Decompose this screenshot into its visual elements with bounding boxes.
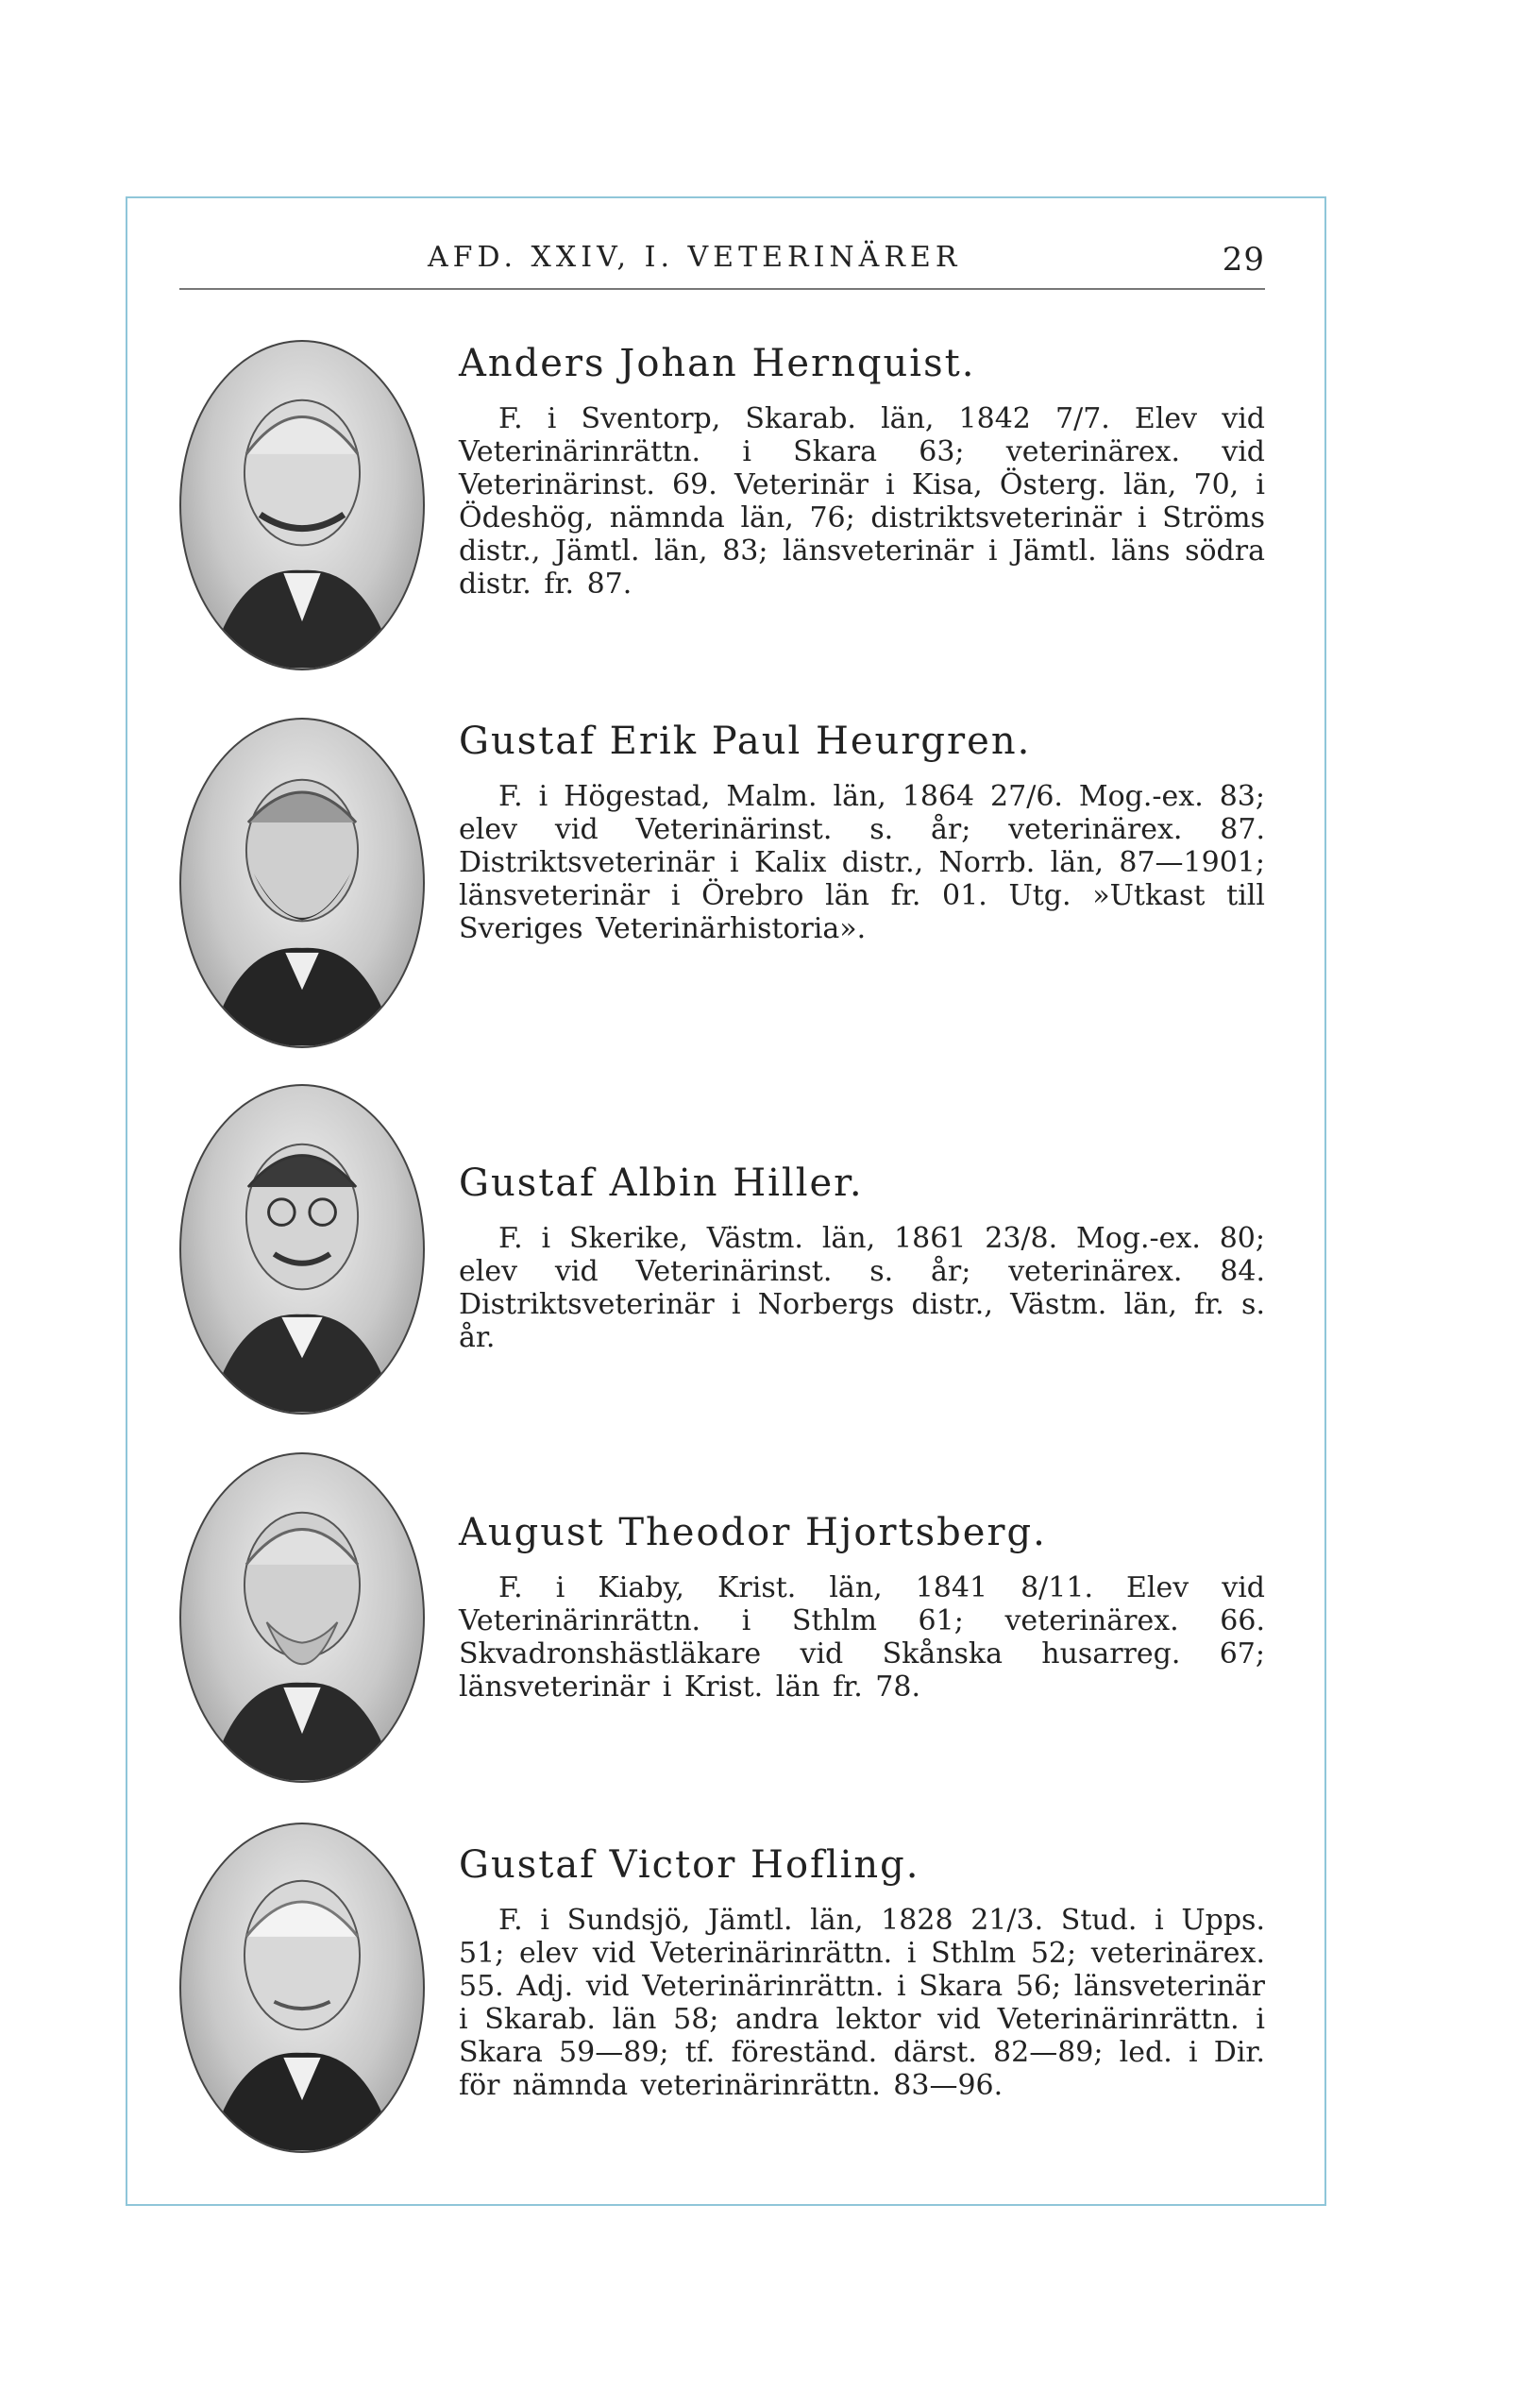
entry-text: F. i Kiaby, Krist. län, 1841 8/11. Elev vid Veterinärinrättn. i Sthlm 61; veterinärex. 66. Skvadronshästläkare vid Skånska husarreg. 67; länsveterinär i Krist. län fr. 78. <box>459 1571 1265 1704</box>
portrait-photo <box>179 1084 425 1415</box>
portrait-photo <box>179 340 425 670</box>
portrait-figure-icon <box>181 342 423 669</box>
entry-name: Gustaf Victor Hofling. <box>459 1843 920 1887</box>
entry-text: F. i Högestad, Malm. län, 1864 27/6. Mog.-ex. 83; elev vid Veterinärinst. s. år; veterinärex. 87. Distriktsveterinär i Kalix distr., Norrb. län, 87—1901; länsveterinär i Örebro län fr. 01. Utg. »Utkast till Sveriges Veterinärhistoria». <box>459 780 1265 945</box>
portrait-photo <box>179 1823 425 2153</box>
entry-text: F. i Skerike, Västm. län, 1861 23/8. Mog.-ex. 80; elev vid Veterinärinst. s. år; veterinärex. 84. Distriktsveterinär i Norbergs distr., Västm. län, fr. s. år. <box>459 1222 1265 1354</box>
portrait-photo <box>179 718 425 1048</box>
entry-text: F. i Sventorp, Skarab. län, 1842 7/7. Elev vid Veterinärinrättn. i Skara 63; veterinärex. vid Veterinärinst. 69. Veterinär i Kisa, Österg. län, 70, i Ödeshög, nämnda län, 76; distriktsveterinär i Ströms distr., Jämtl. län, 83; länsveterinär i Jämtl. läns södra distr. fr. 87. <box>459 402 1265 601</box>
portrait-figure-icon <box>181 1454 423 1781</box>
page-number: 29 <box>1222 241 1265 279</box>
portrait-figure-icon <box>181 1086 423 1413</box>
entry-name: Gustaf Erik Paul Heurgren. <box>459 720 1032 763</box>
entry-name: Gustaf Albin Hiller. <box>459 1162 864 1205</box>
section-title: AFD. XXIV, I. VETERINÄRER <box>428 241 962 274</box>
portrait-photo <box>179 1452 425 1783</box>
entry-name: August Theodor Hjortsberg. <box>459 1511 1047 1554</box>
portrait-figure-icon <box>181 720 423 1046</box>
entry-name: Anders Johan Hernquist. <box>459 342 976 385</box>
portrait-figure-icon <box>181 1824 423 2151</box>
entry-text: F. i Sundsjö, Jämtl. län, 1828 21/3. Stud. i Upps. 51; elev vid Veterinärinrättn. i Sthlm 52; veterinärex. 55. Adj. vid Veterinärinrättn. i Skara 56; länsveterinär i Skarab. län 58; andra lektor vid Veterinärinrättn. i Skara 59—89; tf. föreständ. därst. 82—89; led. i Dir. för nämnda veterinärinrättn. 83—96. <box>459 1904 1265 2102</box>
running-head <box>179 241 1265 290</box>
